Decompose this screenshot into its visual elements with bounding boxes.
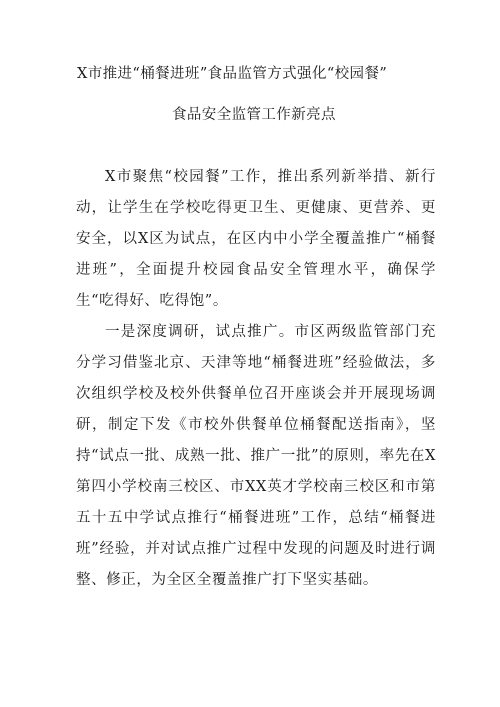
body-paragraph-2: 一是深度调研，试点推广。市区两级监管部门充分学习借鉴北京、天津等地“桶餐进班”经验做法，多次组织学校及校外供餐单位召开座谈会并开展现场调研，制定下发《市校外供餐单位桶餐配送指南》，坚持“试点一批、成熟一批、推广一批”的原则，率先在X第四小学校南三校区、市XX英才学校南三校区和市第五十五中学试点推行“桶餐进班”工作，总结“桶餐进班”经验，并对试点推广过程中发现的问题及时进行调整、修正，为全区全覆盖推广打下坚实基础。 bbox=[76, 324, 436, 588]
body-paragraph-1: X市聚焦“校园餐”工作，推出系列新举措、新行动，让学生在学校吃得更卫生、更健康、更营养、更安全，以X区为试点，在区内中小学全覆盖推广“桶餐进班”，全面提升校园食品安全管理水平，确保学生“吃得好、吃得饱”。 bbox=[76, 169, 436, 309]
document-title-line-2: 食品安全监管工作新亮点 bbox=[172, 107, 336, 123]
document-title-line-1: X市推进“桶餐进班”食品监管方式强化“校园餐” bbox=[77, 66, 388, 82]
